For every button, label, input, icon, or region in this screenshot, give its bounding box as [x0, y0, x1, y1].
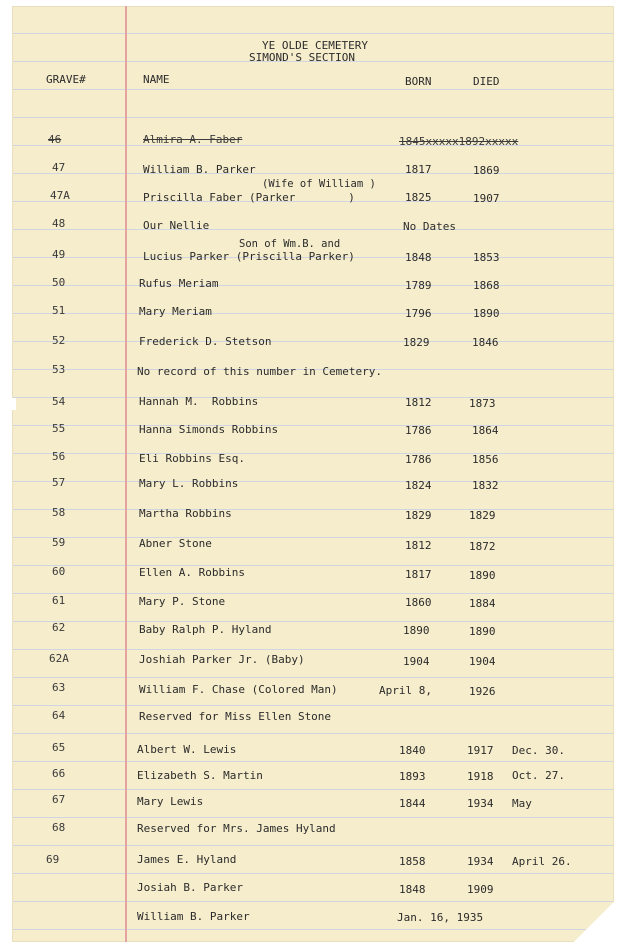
born-date: 1860 [405, 596, 432, 609]
died-date: 1846 [472, 336, 499, 349]
column-header-name: NAME [143, 73, 170, 86]
person-name: Lucius Parker (Priscilla Parker) [143, 250, 355, 263]
died-date: 1890 [473, 307, 500, 320]
born-date: 1904 [403, 655, 430, 668]
person-name: Our Nellie [143, 219, 210, 232]
person-name: Baby Ralph P. Hyland [139, 623, 272, 636]
person-name: Mary Meriam [139, 305, 212, 318]
born-date: 1817 [405, 568, 432, 581]
died-date: 1934 [467, 797, 494, 810]
person-name: James E. Hyland [137, 853, 237, 866]
grave-number: 53 [52, 363, 66, 376]
grave-number: 52 [52, 334, 66, 347]
died-date: 1909 [467, 883, 494, 896]
born-date: 1786 [405, 424, 432, 437]
torn-corner [574, 902, 614, 942]
person-name: Ellen A. Robbins [139, 566, 245, 579]
died-date: 1868 [473, 279, 500, 292]
born-date: April 8, [379, 684, 432, 697]
born-date: Jan. 16, 1935 [397, 911, 484, 924]
person-name: Priscilla Faber (Parker ) [143, 191, 355, 204]
died-date: 1907 [473, 192, 500, 205]
grave-number: 64 [52, 709, 66, 722]
grave-number: 55 [52, 422, 66, 435]
person-name: Hannah M. Robbins [139, 395, 259, 408]
person-name: Joshiah Parker Jr. (Baby) [139, 653, 305, 666]
born-date: 1796 [405, 307, 432, 320]
grave-number: 62 [52, 621, 66, 634]
person-name: Eli Robbins Esq. [139, 452, 245, 465]
grave-number: 61 [52, 594, 66, 607]
annotation-son-of: Son of Wm.B. and [239, 238, 341, 250]
person-name: Frederick D. Stetson [139, 335, 272, 348]
born-date: 1829 [405, 509, 432, 522]
died-date: 1904 [469, 655, 496, 668]
column-header-grave: GRAVE# [46, 73, 86, 86]
death-note: Oct. 27. [512, 769, 565, 782]
died-date: 1853 [473, 251, 500, 264]
grave-number: 62A [49, 652, 69, 665]
person-name: Mary Lewis [137, 795, 204, 808]
grave-number: 54 [52, 395, 66, 408]
born-date: 1844 [399, 797, 426, 810]
person-name: Rufus Meriam [139, 277, 219, 290]
died-date: 1856 [472, 453, 499, 466]
grave-number: 47A [50, 189, 70, 202]
grave-number: 60 [52, 565, 66, 578]
person-name: Mary P. Stone [139, 595, 226, 608]
grave-number: 50 [52, 276, 66, 289]
born-date: 1825 [405, 191, 432, 204]
born-date: 1812 [405, 396, 432, 409]
grave-number: 47 [52, 161, 66, 174]
column-header-born: BORN [405, 75, 432, 88]
grave-number: 59 [52, 536, 66, 549]
grave-number: 58 [52, 506, 66, 519]
person-name: William F. Chase (Colored Man) [139, 683, 338, 696]
person-name: Albert W. Lewis [137, 743, 237, 756]
person-name: Martha Robbins [139, 507, 232, 520]
person-name: William B. Parker [137, 910, 250, 923]
red-margin-line [125, 6, 127, 942]
page-subtitle: SIMOND'S SECTION [249, 51, 355, 64]
person-name: Abner Stone [139, 537, 212, 550]
died-date: 1884 [469, 597, 496, 610]
grave-number: 56 [52, 450, 66, 463]
person-name: Reserved for Miss Ellen Stone [139, 710, 332, 723]
grave-number: 69 [46, 853, 60, 866]
grave-number: 67 [52, 793, 66, 806]
death-note: May [512, 797, 532, 810]
born-date: 1848 [405, 251, 432, 264]
died-date: 1926 [469, 685, 496, 698]
born-date: 1858 [399, 855, 426, 868]
died-date: 1869 [473, 164, 500, 177]
born-date: 1890 [403, 624, 430, 637]
born-date: 1824 [405, 479, 432, 492]
person-name: No record of this number in Cemetery. [137, 365, 383, 378]
grave-number: 65 [52, 741, 66, 754]
grave-number: 57 [52, 476, 66, 489]
died-date: 1918 [467, 770, 494, 783]
person-name: Hanna Simonds Robbins [139, 423, 279, 436]
born-date: 1786 [405, 453, 432, 466]
grave-number: 66 [52, 767, 66, 780]
born-date: 1893 [399, 770, 426, 783]
born-date: 1829 [403, 336, 430, 349]
born-date: No Dates [403, 220, 456, 233]
person-name: Josiah B. Parker [137, 881, 243, 894]
death-note: April 26. [512, 855, 572, 868]
born-date: 1840 [399, 744, 426, 757]
person-name: Elizabeth S. Martin [137, 769, 263, 782]
died-date: 1934 [467, 855, 494, 868]
born-date: 1848 [399, 883, 426, 896]
death-note: Dec. 30. [512, 744, 565, 757]
grave-number: 51 [52, 304, 66, 317]
born-date: 1812 [405, 539, 432, 552]
died-date: 1872 [469, 540, 496, 553]
column-header-died: DIED [473, 75, 500, 88]
grave-number: 48 [52, 217, 66, 230]
person-name: Reserved for Mrs. James Hyland [137, 822, 336, 835]
person-name: William B. Parker [143, 163, 256, 176]
crossed-name: Almira A. Faber [143, 133, 243, 146]
born-date: 1817 [405, 163, 432, 176]
annotation-wife-of-william: (Wife of William ) [262, 178, 376, 190]
died-date: 1890 [469, 625, 496, 638]
born-date: 1789 [405, 279, 432, 292]
person-name: Mary L. Robbins [139, 477, 239, 490]
died-date: 1829 [469, 509, 496, 522]
grave-number: 68 [52, 821, 66, 834]
paper-notch [8, 398, 16, 410]
page-title: YE OLDE CEMETERY [262, 39, 368, 52]
grave-number: 63 [52, 681, 66, 694]
died-date: 1917 [467, 744, 494, 757]
died-date: 1873 [469, 397, 496, 410]
grave-number: 49 [52, 248, 66, 261]
died-date: 1832 [472, 479, 499, 492]
died-date: 1864 [472, 424, 499, 437]
died-date: 1890 [469, 569, 496, 582]
crossed-grave-number: 46 [48, 133, 62, 146]
crossed-dates: 1845xxxxx1892xxxxx [399, 135, 519, 148]
